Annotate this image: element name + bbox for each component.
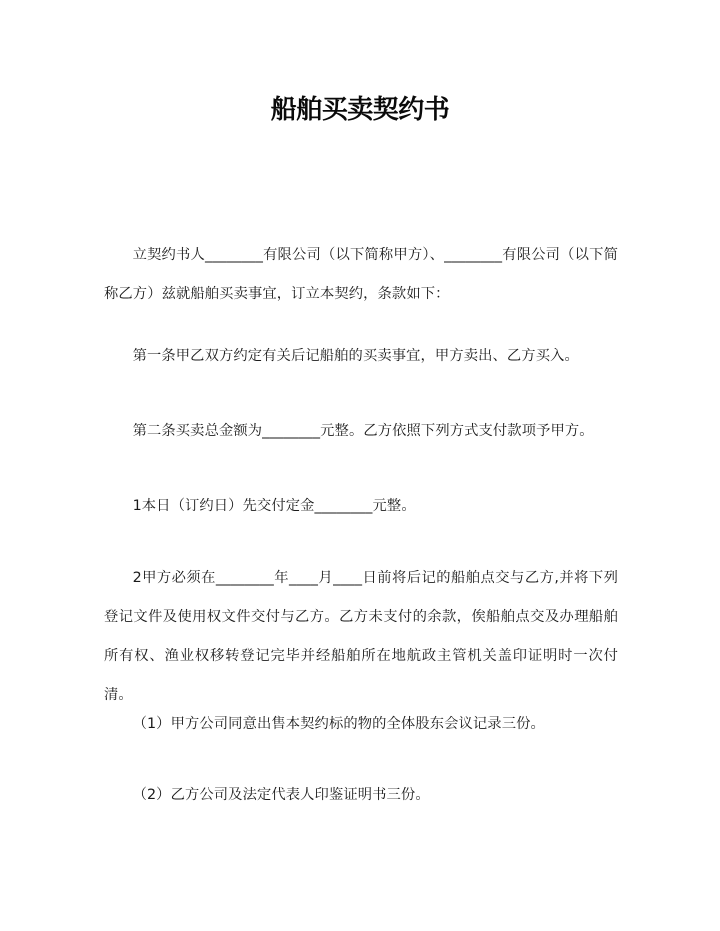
page-title-text: 船舶买卖契约书 bbox=[270, 95, 450, 126]
paragraph-preamble: 立契约书人________有限公司（以下简称甲方）、________有限公司（以下简称乙方）兹就船舶买卖事宜，订立本契约，条款如下： bbox=[104, 247, 618, 303]
paragraph-article-1: 第一条甲乙双方约定有关后记船舶的买卖事宜，甲方卖出、乙方买入。 bbox=[132, 348, 579, 365]
paragraph-item-2: （2）乙方公司及法定代表人印鉴证明书三份。 bbox=[132, 787, 430, 804]
paragraph-clause-2-1: 1本日（订约日）先交付定金________元整。 bbox=[132, 498, 416, 515]
paragraph-article-2: 第二条买卖总金额为________元整。乙方依照下列方式支付款项予甲方。 bbox=[132, 423, 594, 440]
document-body bbox=[104, 0, 618, 931]
paragraph-clause-2-2: 2甲方必须在________年____月____日前将后记的船舶点交与乙方,并将下列登记文件及使用权文件交付与乙方。乙方未支付的余款，俟船舶点交及办理船舶所有权、渔业权移转登记完毕并经船舶所在地航政主管机关盖印证明时一次付清。 bbox=[104, 570, 618, 704]
paragraph-item-1: （1）甲方公司同意出售本契约标的物的全体股东会议记录三份。 bbox=[132, 716, 545, 733]
page-title bbox=[0, 95, 720, 126]
